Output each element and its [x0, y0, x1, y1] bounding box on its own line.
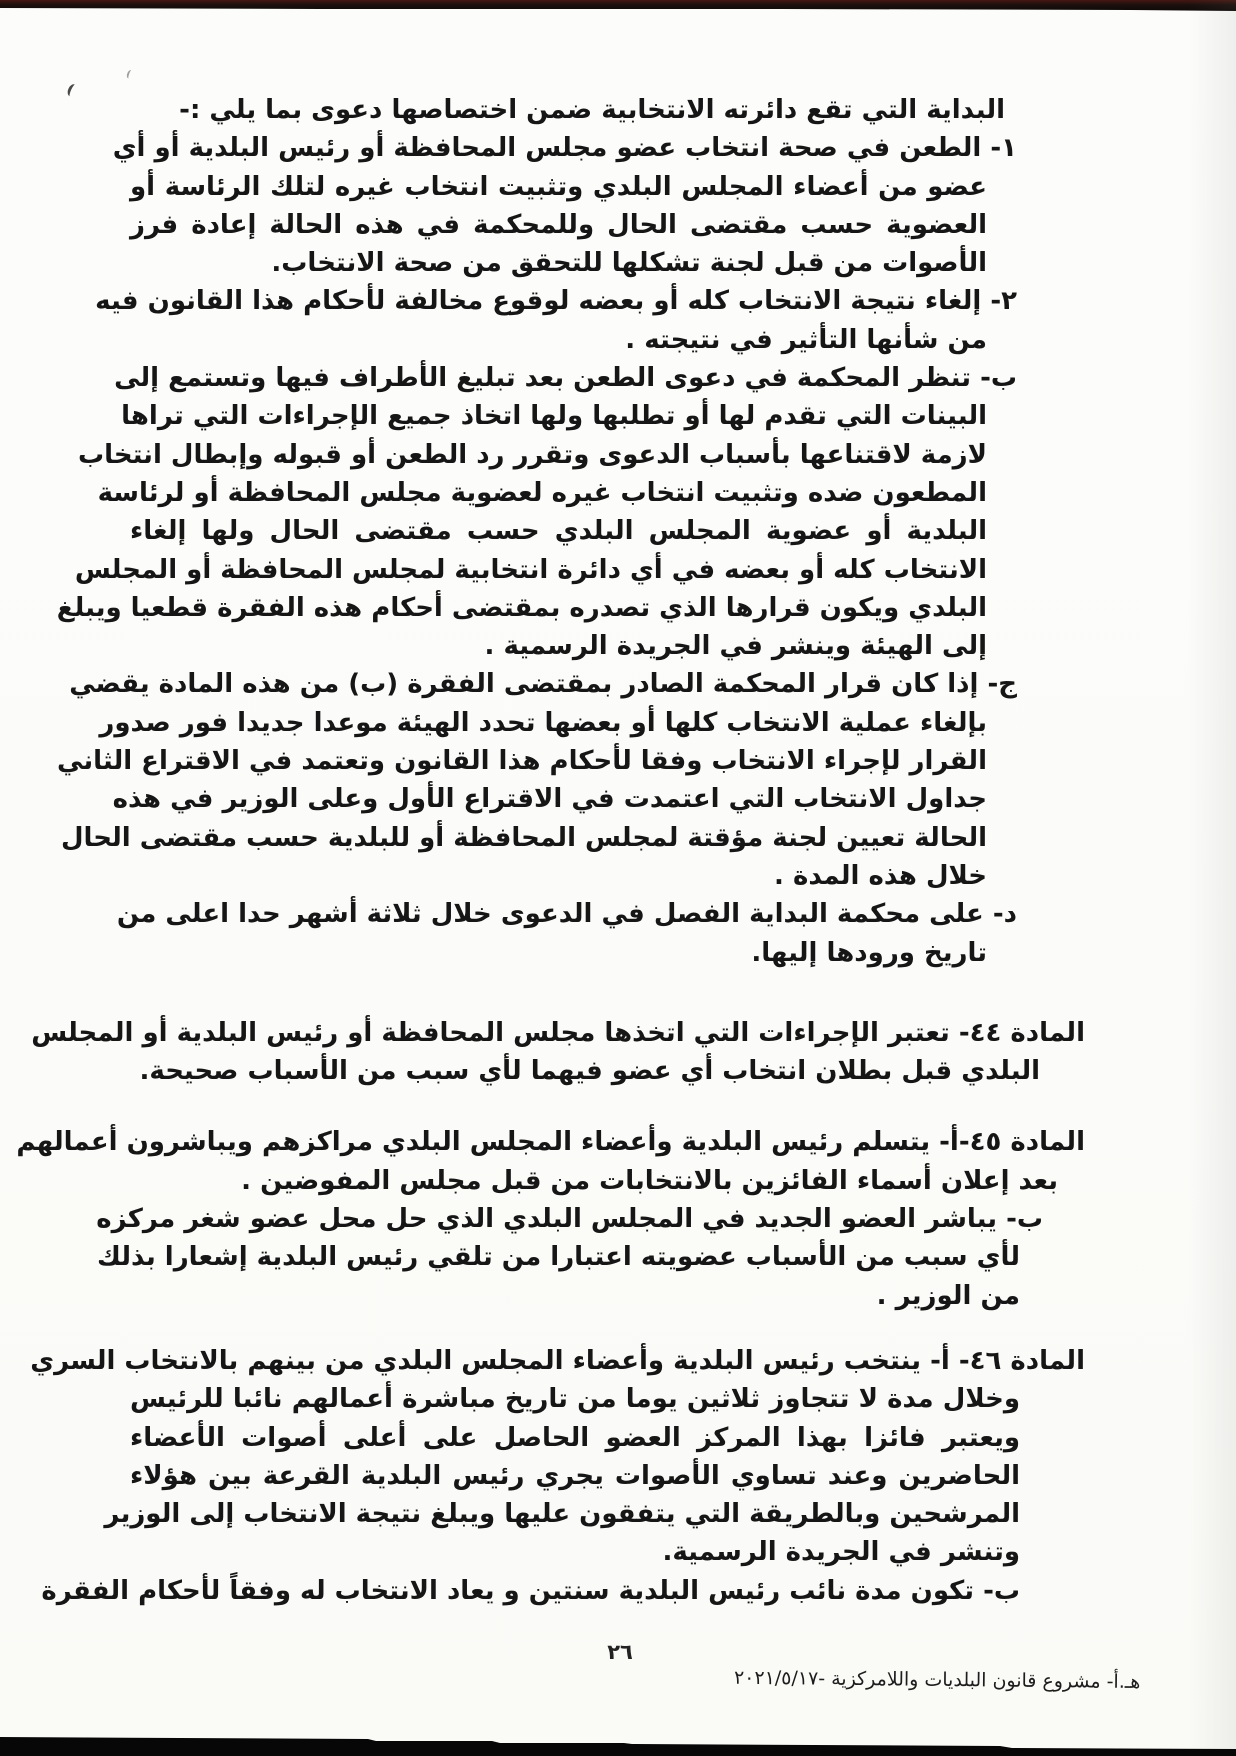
text-line: وتنشر في الجريدة الرسمية.	[662, 1537, 1020, 1568]
text-line: البلدية أو عضوية المجلس البلدي حسب مقتضى الحال ولها إلغاء	[130, 516, 987, 547]
text-line: ب- تنظر المحكمة في دعوى الطعن بعد تبليغ الأطراف فيها وتستمع إلى	[114, 363, 1017, 394]
text-line: من الوزير .	[876, 1280, 1020, 1311]
text-line: ١- الطعن في صحة انتخاب عضو مجلس المحافظة أو رئيس البلدية أو أي	[112, 133, 1017, 164]
text-line: بعد إعلان أسماء الفائزين بالانتخابات من قبل مجلس المفوضين .	[241, 1165, 1058, 1196]
text-line: جداول الانتخاب التي اعتمدت في الاقتراع الأول وعلى الوزير في هذه	[112, 784, 987, 815]
text-line: ب- تكون مدة نائب رئيس البلدية سنتين و يعاد الانتخاب له وفقاً لأحكام الفقرة	[41, 1575, 1020, 1606]
text-line: البلدي ويكون قرارها الذي تصدره بمقتضى أحكام هذه الفقرة قطعيا ويبلغ	[56, 592, 987, 623]
document-body	[16, 91, 1085, 1610]
document-footer: هـ.أ- مشروع قانون البلديات واللامركزية -٢٠٢١/٥/١٧	[733, 1666, 1141, 1693]
text-line: من شأنها التأثير في نتيجته .	[625, 324, 987, 355]
text-line: القرار لإجراء الانتخاب وفقا لأحكام هذا القانون وتعتمد في الاقتراع الثاني	[57, 746, 987, 777]
text-line: العضوية حسب مقتضى الحال وللمحكمة في هذه الحالة إعادة فرز	[130, 209, 987, 240]
text-line: لأي سبب من الأسباب عضويته اعتبارا من تلقي رئيس البلدية إشعارا بذلك	[97, 1242, 1020, 1273]
scan-shading-right	[1188, 0, 1236, 1756]
article-45-line: المادة ٤٥-أ- يتسلم رئيس البلدية وأعضاء المجلس البلدي مراكزهم ويباشرون أعمالهم	[16, 1127, 1085, 1158]
text-line: خلال هذه المدة .	[774, 860, 987, 891]
text-line: ب- يباشر العضو الجديد في المجلس البلدي الذي حل محل عضو شغر مركزه	[96, 1204, 1043, 1235]
text-line: بإلغاء عملية الانتخاب كلها أو بعضها تحدد الهيئة موعدا جديدا فور صدور	[99, 707, 987, 738]
text-line: وخلال مدة لا تتجاوز ثلاثين يوما من تاريخ مباشرة أعمالهم نائبا للرئيس	[130, 1384, 1020, 1415]
text-line: البداية التي تقع دائرته الانتخابية ضمن اختصاصها دعوى بما يلي :-	[179, 95, 1005, 125]
text-line: الأصوات من قبل لجنة تشكلها للتحقق من صحة الانتخاب.	[271, 248, 987, 279]
scan-edge-top	[0, 0, 1236, 12]
page-number: ٢٦	[607, 1640, 633, 1664]
text-line: إلى الهيئة وينشر في الجريدة الرسمية .	[484, 631, 987, 662]
text-line: المرشحين وبالطريقة التي يتفقون عليها ويبلغ نتيجة الانتخاب إلى الوزير	[104, 1499, 1020, 1530]
text-line: الحاضرين وعند تساوي الأصوات يجري رئيس البلدية القرعة بين هؤلاء	[130, 1460, 1020, 1491]
text-line: الانتخاب كله أو بعضه في أي دائرة انتخابية لمجلس المحافظة أو المجلس	[74, 554, 987, 585]
text-line: ج- إذا كان قرار المحكمة الصادر بمقتضى الفقرة (ب) من هذه المادة يقضي	[69, 669, 1017, 700]
text-line: المطعون ضده وتثبيت انتخاب غيره لعضوية مجلس المحافظة أو لرئاسة	[97, 477, 987, 508]
text-line: د- على محكمة البداية الفصل في الدعوى خلال ثلاثة أشهر حدا اعلى من	[116, 899, 1017, 930]
article-44-line: المادة ٤٤- تعتبر الإجراءات التي اتخذها مجلس المحافظة أو رئيس البلدية أو المجلس	[31, 1017, 1085, 1048]
text-line: ٢- إلغاء نتيجة الانتخاب كله أو بعضه لوقوع مخالفة لأحكام هذا القانون فيه	[95, 286, 1017, 317]
text-line: الحالة تعيين لجنة مؤقتة لمجلس المحافظة أو للبلدية حسب مقتضى الحال	[60, 822, 987, 853]
scan-edge-bottom	[0, 1730, 1236, 1756]
stray-pen-mark	[66, 83, 80, 99]
text-line: ويعتبر فائزا بهذا المركز العضو الحاصل على أعلى أصوات الأعضاء	[130, 1422, 1020, 1453]
text-line: البينات التي تقدم لها أو تطلبها ولها اتخاذ جميع الإجراءات التي تراها	[121, 401, 987, 432]
text-line: لازمة لاقتناعها بأسباب الدعوى وتقرر رد الطعن أو قبوله وإبطال انتخاب	[77, 439, 987, 470]
article-46-line: المادة ٤٦- أ- ينتخب رئيس البلدية وأعضاء المجلس البلدي من بينهم بالانتخاب السري	[30, 1345, 1085, 1376]
stray-pen-mark-faint	[126, 69, 134, 79]
text-line: البلدي قبل بطلان انتخاب أي عضو فيهما لأي سبب من الأسباب صحيحة.	[139, 1056, 1040, 1087]
text-line: تاريخ ورودها إليها.	[751, 937, 987, 968]
text-line: عضو من أعضاء المجلس البلدي وتثبيت انتخاب غيره لتلك الرئاسة أو	[130, 171, 987, 202]
